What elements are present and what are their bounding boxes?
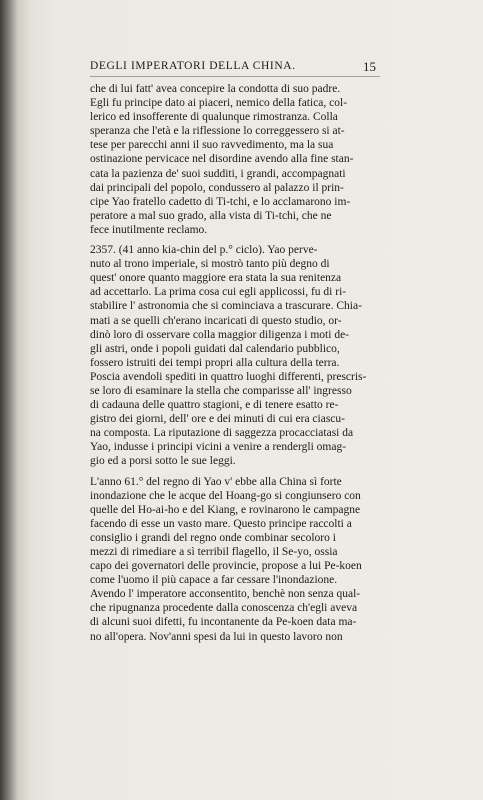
text-line: cata la pazienza de' suoi sudditi, i grandi, accompagnati xyxy=(90,167,346,180)
text-line: L'anno 61.° del regno di Yao v' ebbe alla China sì forte xyxy=(90,475,342,488)
text-line: gio ed a porsi sotto le sue leggi. xyxy=(90,455,236,468)
text-line: di cadauna delle quattro stagioni, e di tenere esatto re- xyxy=(90,399,339,412)
text-line: ad accettarlo. La prima cosa cui egli applicossi, fu di ri- xyxy=(90,286,347,299)
text-line: che ripugnanza procedente dalla conoscenza ch'egli aveva xyxy=(90,602,358,615)
paragraph xyxy=(90,243,380,469)
text-line: speranza che l'età e la riflessione lo correggessero si at- xyxy=(90,125,345,138)
running-head: DEGLI IMPERATORI DELLA CHINA. xyxy=(90,60,296,72)
text-line: quest' onore quanto maggiore era stata la sua renitenza xyxy=(90,272,342,285)
text-line: stabilire l' astronomia che si cominciava a trascurare. Chia- xyxy=(90,300,362,313)
text-line: gistro dei giorni, dell' ore e dei minuti di cui era ciascu- xyxy=(90,413,345,426)
page-number: 15 xyxy=(363,59,376,74)
text-line: nuto al trono imperiale, si mostrò tanto più degno di xyxy=(90,258,330,271)
text-line: Egli fu principe dato ai piaceri, nemico della fatica, col- xyxy=(90,97,348,110)
text-line: come l'uomo il più capace a far cessare l'inondazione. xyxy=(90,574,338,587)
paragraph xyxy=(90,82,380,237)
text-line: inondazione che le acque del Hoang-go si congiunsero con xyxy=(90,489,361,502)
text-line: dinò loro di osservare colla maggior diligenza i moti de- xyxy=(90,328,349,341)
text-line: peratore a mal suo grado, alla vista di Ti-tchi, che ne xyxy=(90,209,332,222)
body-text xyxy=(90,82,380,644)
text-line: che di lui fatt' avea concepire la condotta di suo padre. xyxy=(90,83,341,95)
text-line: Poscia avendoli spediti in quattro luoghi differenti, prescris- xyxy=(90,370,367,383)
text-line: tese per parecchi anni il suo ravvedimento, ma la sua xyxy=(90,139,334,152)
text-line: facendo di esse un vasto mare. Questo principe raccolti a xyxy=(90,517,352,530)
text-line: lerico ed insofferente di qualunque rimostranza. Colla xyxy=(90,111,338,124)
page-content xyxy=(90,58,380,650)
text-line: quelle del Ho-ai-ho e del Kiang, e rovinarono le campagne xyxy=(90,503,361,516)
header-rule xyxy=(90,76,380,77)
text-line: no all'opera. Nov'anni spesi da lui in questo lavoro non xyxy=(90,630,343,643)
text-line: se loro di esaminare la stella che comparisse all' ingresso xyxy=(90,384,352,397)
text-line: cipe Yao fratello cadetto di Ti-tchi, e lo acclamarono im- xyxy=(90,195,351,208)
text-line: fece inutilmente reclamo. xyxy=(90,223,208,236)
text-line: gli astri, onde i popoli guidati dal calendario pubblico, xyxy=(90,342,340,355)
text-line: consiglio i grandi del regno onde combinar secoloro i xyxy=(90,531,336,544)
text-line: capo dei governatori delle provincie, propose a lui Pe-koen xyxy=(90,560,362,573)
text-line: na composta. La riputazione di saggezza procacciatasi da xyxy=(90,427,354,440)
page-header xyxy=(90,58,380,82)
text-line: 2357. (41 anno kia-chin del p.° ciclo). Yao perve- xyxy=(90,244,318,257)
paragraph xyxy=(90,475,380,644)
text-line: mezzi di rimediare a sì terribil flagello, il Se-yo, ossia xyxy=(90,546,338,558)
text-line: fossero istruiti dei tempi propri alla cultura della terra. xyxy=(90,356,340,369)
text-line: Yao, indusse i principi vicini a venire a rendergli omag- xyxy=(90,441,347,454)
text-line: ostinazione pervicace nel disordine avendo alla fine stan- xyxy=(90,153,354,166)
text-line: mati a se quelli ch'erano incaricati di questo studio, or- xyxy=(90,314,342,327)
text-line: dai principali del popolo, condussero al palazzo il prin- xyxy=(90,181,344,194)
text-line: di alcuni suoi difetti, fu incontanente da Pe-koen data ma- xyxy=(90,616,357,629)
text-line: Avendo l' imperatore acconsentito, benchè non senza qual- xyxy=(90,588,361,601)
